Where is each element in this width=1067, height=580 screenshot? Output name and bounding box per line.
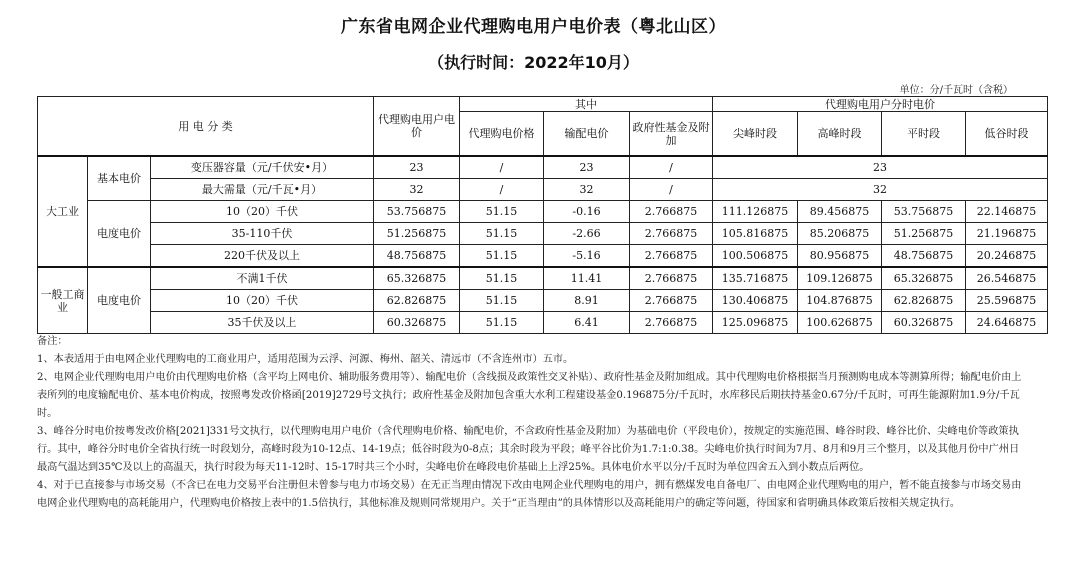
cell-fund: 2.766875 xyxy=(630,201,713,223)
cell-fund: 2.766875 xyxy=(630,245,713,268)
cell-transmission: 11.41 xyxy=(544,267,630,290)
cell-peak: 85.206875 xyxy=(798,223,882,245)
header-valley: 低谷时段 xyxy=(966,112,1048,157)
header-tou-group: 代理购电用户分时电价 xyxy=(713,97,1048,112)
cell-peak-top: 105.816875 xyxy=(713,223,798,245)
header-transmission-price: 输配电价 xyxy=(544,112,630,157)
table-row xyxy=(38,223,1048,245)
cell-purchase: 51.15 xyxy=(460,267,544,290)
price-table xyxy=(37,96,1048,334)
table-row xyxy=(38,179,1048,201)
cell-price: 32 xyxy=(374,179,460,201)
cell-fund: 2.766875 xyxy=(630,312,713,334)
header-flat: 平时段 xyxy=(882,112,966,157)
cell-valley: 25.596875 xyxy=(966,290,1048,312)
note-4: 4、对于已直接参与市场交易（不含已在电力交易平台注册但未曾参与电力市场交易）在无正当理由情况下改由电网企业代理购电的用户，拥有燃煤发电自备电厂、由电网企业代理购电的用户，暂不能直接参与市场交易由电网企业代理购电的高耗能用户，代理购电价格按上表中的1.5倍执行，其他标准及规则同常规用户。关于“正当理由”的具体情形以及高耗能用户的确定等问题，待国家和省明确具体政策后按相关规定执行。 xyxy=(37,480,1022,509)
group-large-industry: 大工业 xyxy=(38,156,88,267)
cell-purchase: 51.15 xyxy=(460,245,544,268)
cell-flat: 53.756875 xyxy=(882,201,966,223)
cell-transmission: -0.16 xyxy=(544,201,630,223)
cell-valley: 20.246875 xyxy=(966,245,1048,268)
cell-peak: 100.626875 xyxy=(798,312,882,334)
note-2: 2、电网企业代理购电用户电价由代理购电价格（含平均上网电价、辅助服务费用等）、输配电价（含线损及政策性交叉补贴）、政府性基金及附加组成。其中代理购电价格根据当月预测购电成本等测算所得；输配电价由上表所列的电度输配电价、基本电价构成，按照粤发改价格函[2019]2729号文执行；政府性基金及附加包含重大水利工程建设基金0.196875分/千瓦时，水库移民后期扶持基金0.67分/千瓦时，可再生能源附加1.9分/千瓦时。 xyxy=(37,372,1022,419)
group-energy-price: 电度电价 xyxy=(88,201,151,268)
table-row xyxy=(38,290,1048,312)
group-general-industry: 一般工商业 xyxy=(38,267,88,334)
header-purchase-price: 代理购电价格 xyxy=(460,112,544,157)
cell-flat: 65.326875 xyxy=(882,267,966,290)
cell-peak-top: 100.506875 xyxy=(713,245,798,268)
page-title: 广东省电网企业代理购电用户电价表（粤北山区） xyxy=(341,17,726,37)
row-label: 10（20）千伏 xyxy=(151,201,374,223)
cell-purchase: 51.15 xyxy=(460,223,544,245)
row-label: 不满1千伏 xyxy=(151,267,374,290)
cell-peak-top: 135.716875 xyxy=(713,267,798,290)
cell-flat: 48.756875 xyxy=(882,245,966,268)
row-label: 变压器容量（元/千伏安•月） xyxy=(151,156,374,179)
header-peak: 高峰时段 xyxy=(798,112,882,157)
cell-flat: 60.326875 xyxy=(882,312,966,334)
cell-peak: 104.876875 xyxy=(798,290,882,312)
cell-peak-top: 130.406875 xyxy=(713,290,798,312)
header-row-1 xyxy=(38,97,1048,112)
cell-peak: 89.456875 xyxy=(798,201,882,223)
cell-fund: / xyxy=(630,179,713,201)
row-label: 220千伏及以上 xyxy=(151,245,374,268)
cell-tou-merged: 23 xyxy=(713,156,1048,179)
cell-fund: 2.766875 xyxy=(630,290,713,312)
cell-tou-merged: 32 xyxy=(713,179,1048,201)
table-row xyxy=(38,245,1048,268)
cell-price: 51.256875 xyxy=(374,223,460,245)
notes-heading: 备注： xyxy=(37,336,68,347)
cell-valley: 26.546875 xyxy=(966,267,1048,290)
cell-peak-top: 111.126875 xyxy=(713,201,798,223)
cell-fund: 2.766875 xyxy=(630,267,713,290)
cell-price: 60.326875 xyxy=(374,312,460,334)
header-peak-top: 尖峰时段 xyxy=(713,112,798,157)
cell-purchase: / xyxy=(460,156,544,179)
cell-price: 53.756875 xyxy=(374,201,460,223)
header-gov-fund: 政府性基金及附加 xyxy=(630,112,713,157)
unit-note: 单位：分/千瓦时（含税） xyxy=(899,85,1013,96)
cell-transmission: 32 xyxy=(544,179,630,201)
cell-price: 65.326875 xyxy=(374,267,460,290)
row-label: 最大需量（元/千瓦•月） xyxy=(151,179,374,201)
table-row xyxy=(38,267,1048,290)
cell-fund: / xyxy=(630,156,713,179)
cell-valley: 21.196875 xyxy=(966,223,1048,245)
cell-price: 48.756875 xyxy=(374,245,460,268)
cell-transmission: -5.16 xyxy=(544,245,630,268)
cell-transmission: 6.41 xyxy=(544,312,630,334)
cell-price: 23 xyxy=(374,156,460,179)
cell-price: 62.826875 xyxy=(374,290,460,312)
group-basic-price: 基本电价 xyxy=(88,156,151,201)
table-row xyxy=(38,312,1048,334)
cell-purchase: / xyxy=(460,179,544,201)
cell-transmission: 23 xyxy=(544,156,630,179)
cell-purchase: 51.15 xyxy=(460,201,544,223)
cell-purchase: 51.15 xyxy=(460,290,544,312)
cell-valley: 22.146875 xyxy=(966,201,1048,223)
header-agency-price: 代理购电用户电价 xyxy=(374,97,460,157)
row-label: 35千伏及以上 xyxy=(151,312,374,334)
cell-peak: 109.126875 xyxy=(798,267,882,290)
cell-fund: 2.766875 xyxy=(630,223,713,245)
cell-flat: 62.826875 xyxy=(882,290,966,312)
note-3: 3、峰谷分时电价按粤发改价格[2021]331号文执行，以代理购电用户电价（含代理购电价格、输配电价，不含政府性基金及附加）为基础电价（平段电价），按规定的实施范围、峰谷时段、峰谷比价、尖峰电价等政策执行。其中，峰谷分时电价全省执行统一时段划分，高峰时段为10-12点、14-19点；低谷时段为0-8点；其余时段为平段；峰平谷比价为1.7:1:0.38。尖峰电价执行时间为7月、8月和9月三个整月，以及其他月份中广州日最高气温达到35℃及以上的高温天，执行时段为每天11-12时、15-17时共三个小时，尖峰电价在峰段电价基础上上浮25%。具体电价水平以分/千瓦时为单位四舍五入到小数点后两位。 xyxy=(37,426,1020,473)
row-label: 35-110千伏 xyxy=(151,223,374,245)
page-subtitle: （执行时间：2022年10月） xyxy=(428,53,639,72)
cell-transmission: -2.66 xyxy=(544,223,630,245)
note-1: 1、本表适用于由电网企业代理购电的工商业用户，适用范围为云浮、河源、梅州、韶关、清远市（不含连州市）五市。 xyxy=(37,354,574,365)
cell-peak-top: 125.096875 xyxy=(713,312,798,334)
row-label: 10（20）千伏 xyxy=(151,290,374,312)
header-of-which: 其中 xyxy=(460,97,713,112)
cell-transmission: 8.91 xyxy=(544,290,630,312)
table-row xyxy=(38,156,1048,179)
cell-peak: 80.956875 xyxy=(798,245,882,268)
cell-valley: 24.646875 xyxy=(966,312,1048,334)
cell-purchase: 51.15 xyxy=(460,312,544,334)
notes-section xyxy=(37,333,1022,513)
header-category: 用 电 分 类 xyxy=(38,97,374,157)
group-energy-price: 电度电价 xyxy=(88,267,151,334)
cell-flat: 51.256875 xyxy=(882,223,966,245)
table-row xyxy=(38,201,1048,223)
